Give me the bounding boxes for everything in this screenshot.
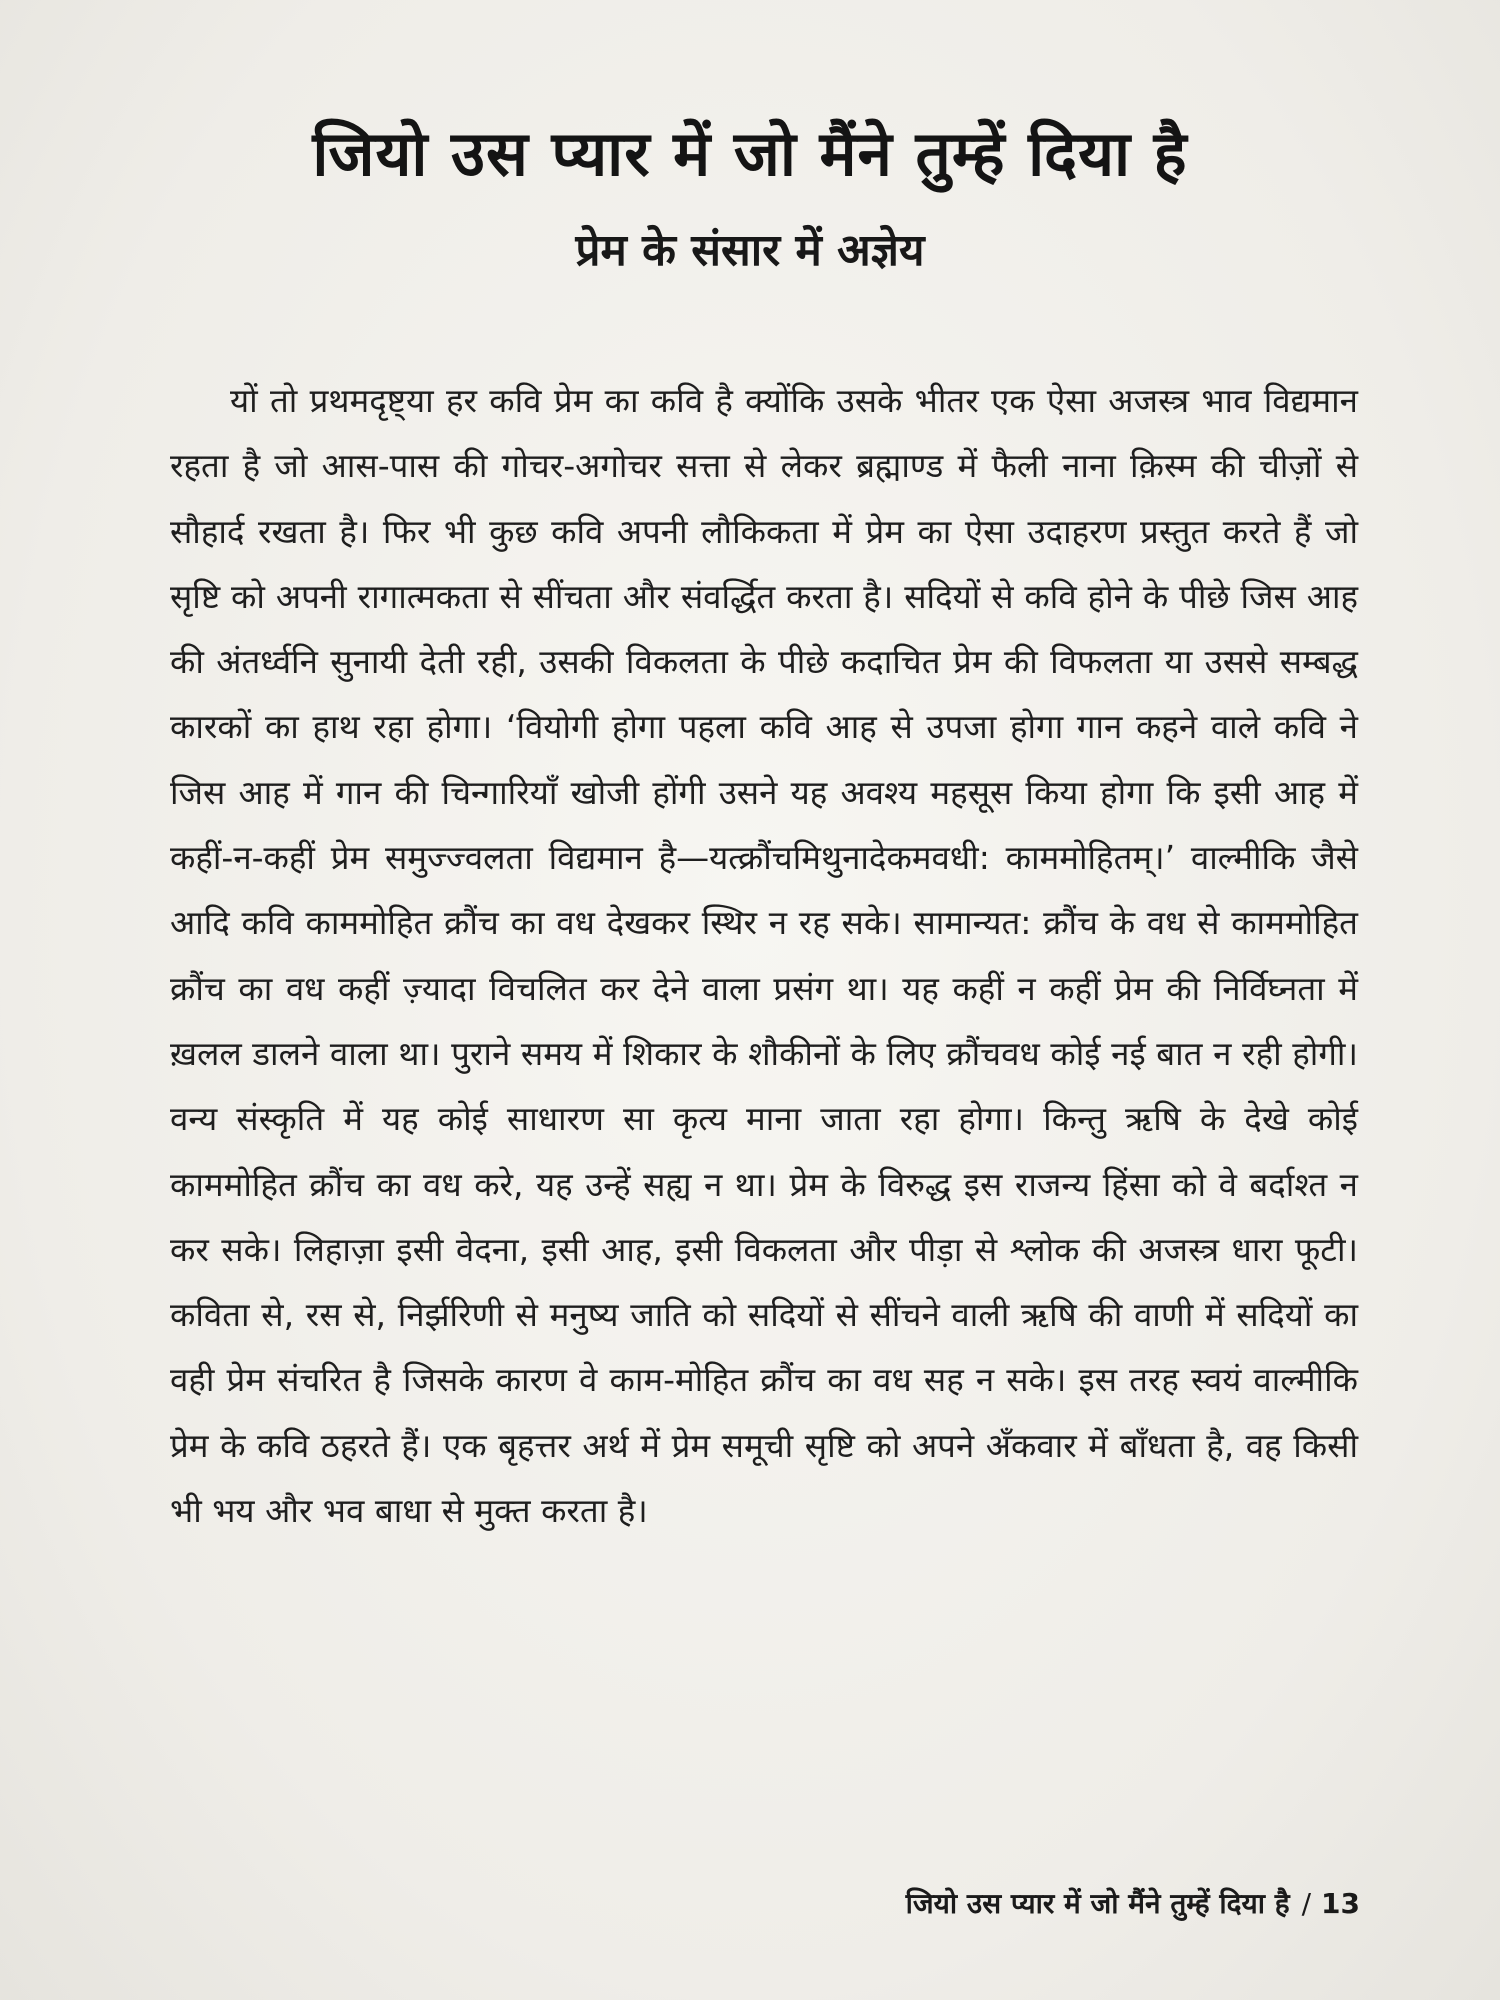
page-footer <box>906 1884 1360 1922</box>
page-title: जियो उस प्यार में जो मैंने तुम्हें दिया है <box>312 117 1188 190</box>
page-subtitle: प्रेम के संसार में अज्ञेय <box>575 225 925 276</box>
page-number: 13 <box>1321 1887 1360 1920</box>
body-paragraph: यों तो प्रथमदृष्ट्या हर कवि प्रेम का कवि है क्योंकि उसके भीतर एक ऐसा अजस्त्र भाव विद्यमान रहता है जो आस-पास की गोचर-अगोचर सत्ता से लेकर ब्रह्माण्ड में फैली नाना क़िस्म की चीज़ों से सौहार्द रखता है। फिर भी कुछ कवि अपनी लौकिकता में प्रेम का ऐसा उदाहरण प्रस्तुत करते हैं जो सृष्टि को अपनी रागात्मकता से सींचता और संवर्द्धित करता है। सदियों से कवि होने के पीछे जिस आह की अंतर्ध्वनि सुनायी देती रही, उसकी विकलता के पीछे कदाचित प्रेम की विफलता या उससे सम्बद्ध कारकों का हाथ रहा होगा। ‘वियोगी होगा पहला कवि आह से उपजा होगा गान कहने वाले कवि ने जिस आह में गान की चिन्गारियाँ खोजी होंगी उसने यह अवश्य महसूस किया होगा कि इसी आह में कहीं-न-कहीं प्रेम समुज्ज्वलता विद्यमान है—यत्क्रौंचमिथुनादेकमवधी: काममोहितम्।’ वाल्मीकि जैसे आदि कवि काममोहित क्रौंच का वध देखकर स्थिर न रह सके। सामान्यत: क्रौंच के वध से काममोहित क्रौंच का वध कहीं ज़्यादा विचलित कर देने वाला प्रसंग था। यह कहीं न कहीं प्रेम की निर्विघ्नता में ख़लल डालने वाला था। पुराने समय में शिकार के शौकीनों के लिए क्रौंचवध कोई नई बात न रही होगी। वन्य संस्कृति में यह कोई साधारण सा कृत्य माना जाता रहा होगा। किन्तु ऋषि के देखे कोई काममोहित क्रौंच का वध करे, यह उन्हें सह्य न था। प्रेम के विरुद्ध इस राजन्य हिंसा को वे बर्दाश्त न कर सके। लिहाज़ा इसी वेदना, इसी आह, इसी विकलता और पीड़ा से श्लोक की अजस्त्र धारा फूटी। कविता से, रस से, निर्झरिणी से मनुष्य जाति को सदियों से सींचने वाली ऋषि की वाणी में सदियों का वही प्रेम संचरित है जिसके कारण वे काम-मोहित क्रौंच का वध सह न सके। इस तरह स्वयं वाल्मीकि प्रेम के कवि ठहरते हैं। एक बृहत्तर अर्थ में प्रेम समूची सृष्टि को अपने अँकवार में बाँधता है, वह किसी भी भय और भव बाधा से मुक्त करता है। <box>170 381 1359 1531</box>
footer-running-title: जियो उस प्यार में जो मैंने तुम्हें दिया है <box>905 1887 1290 1920</box>
footer-separator: / <box>1301 1887 1312 1920</box>
